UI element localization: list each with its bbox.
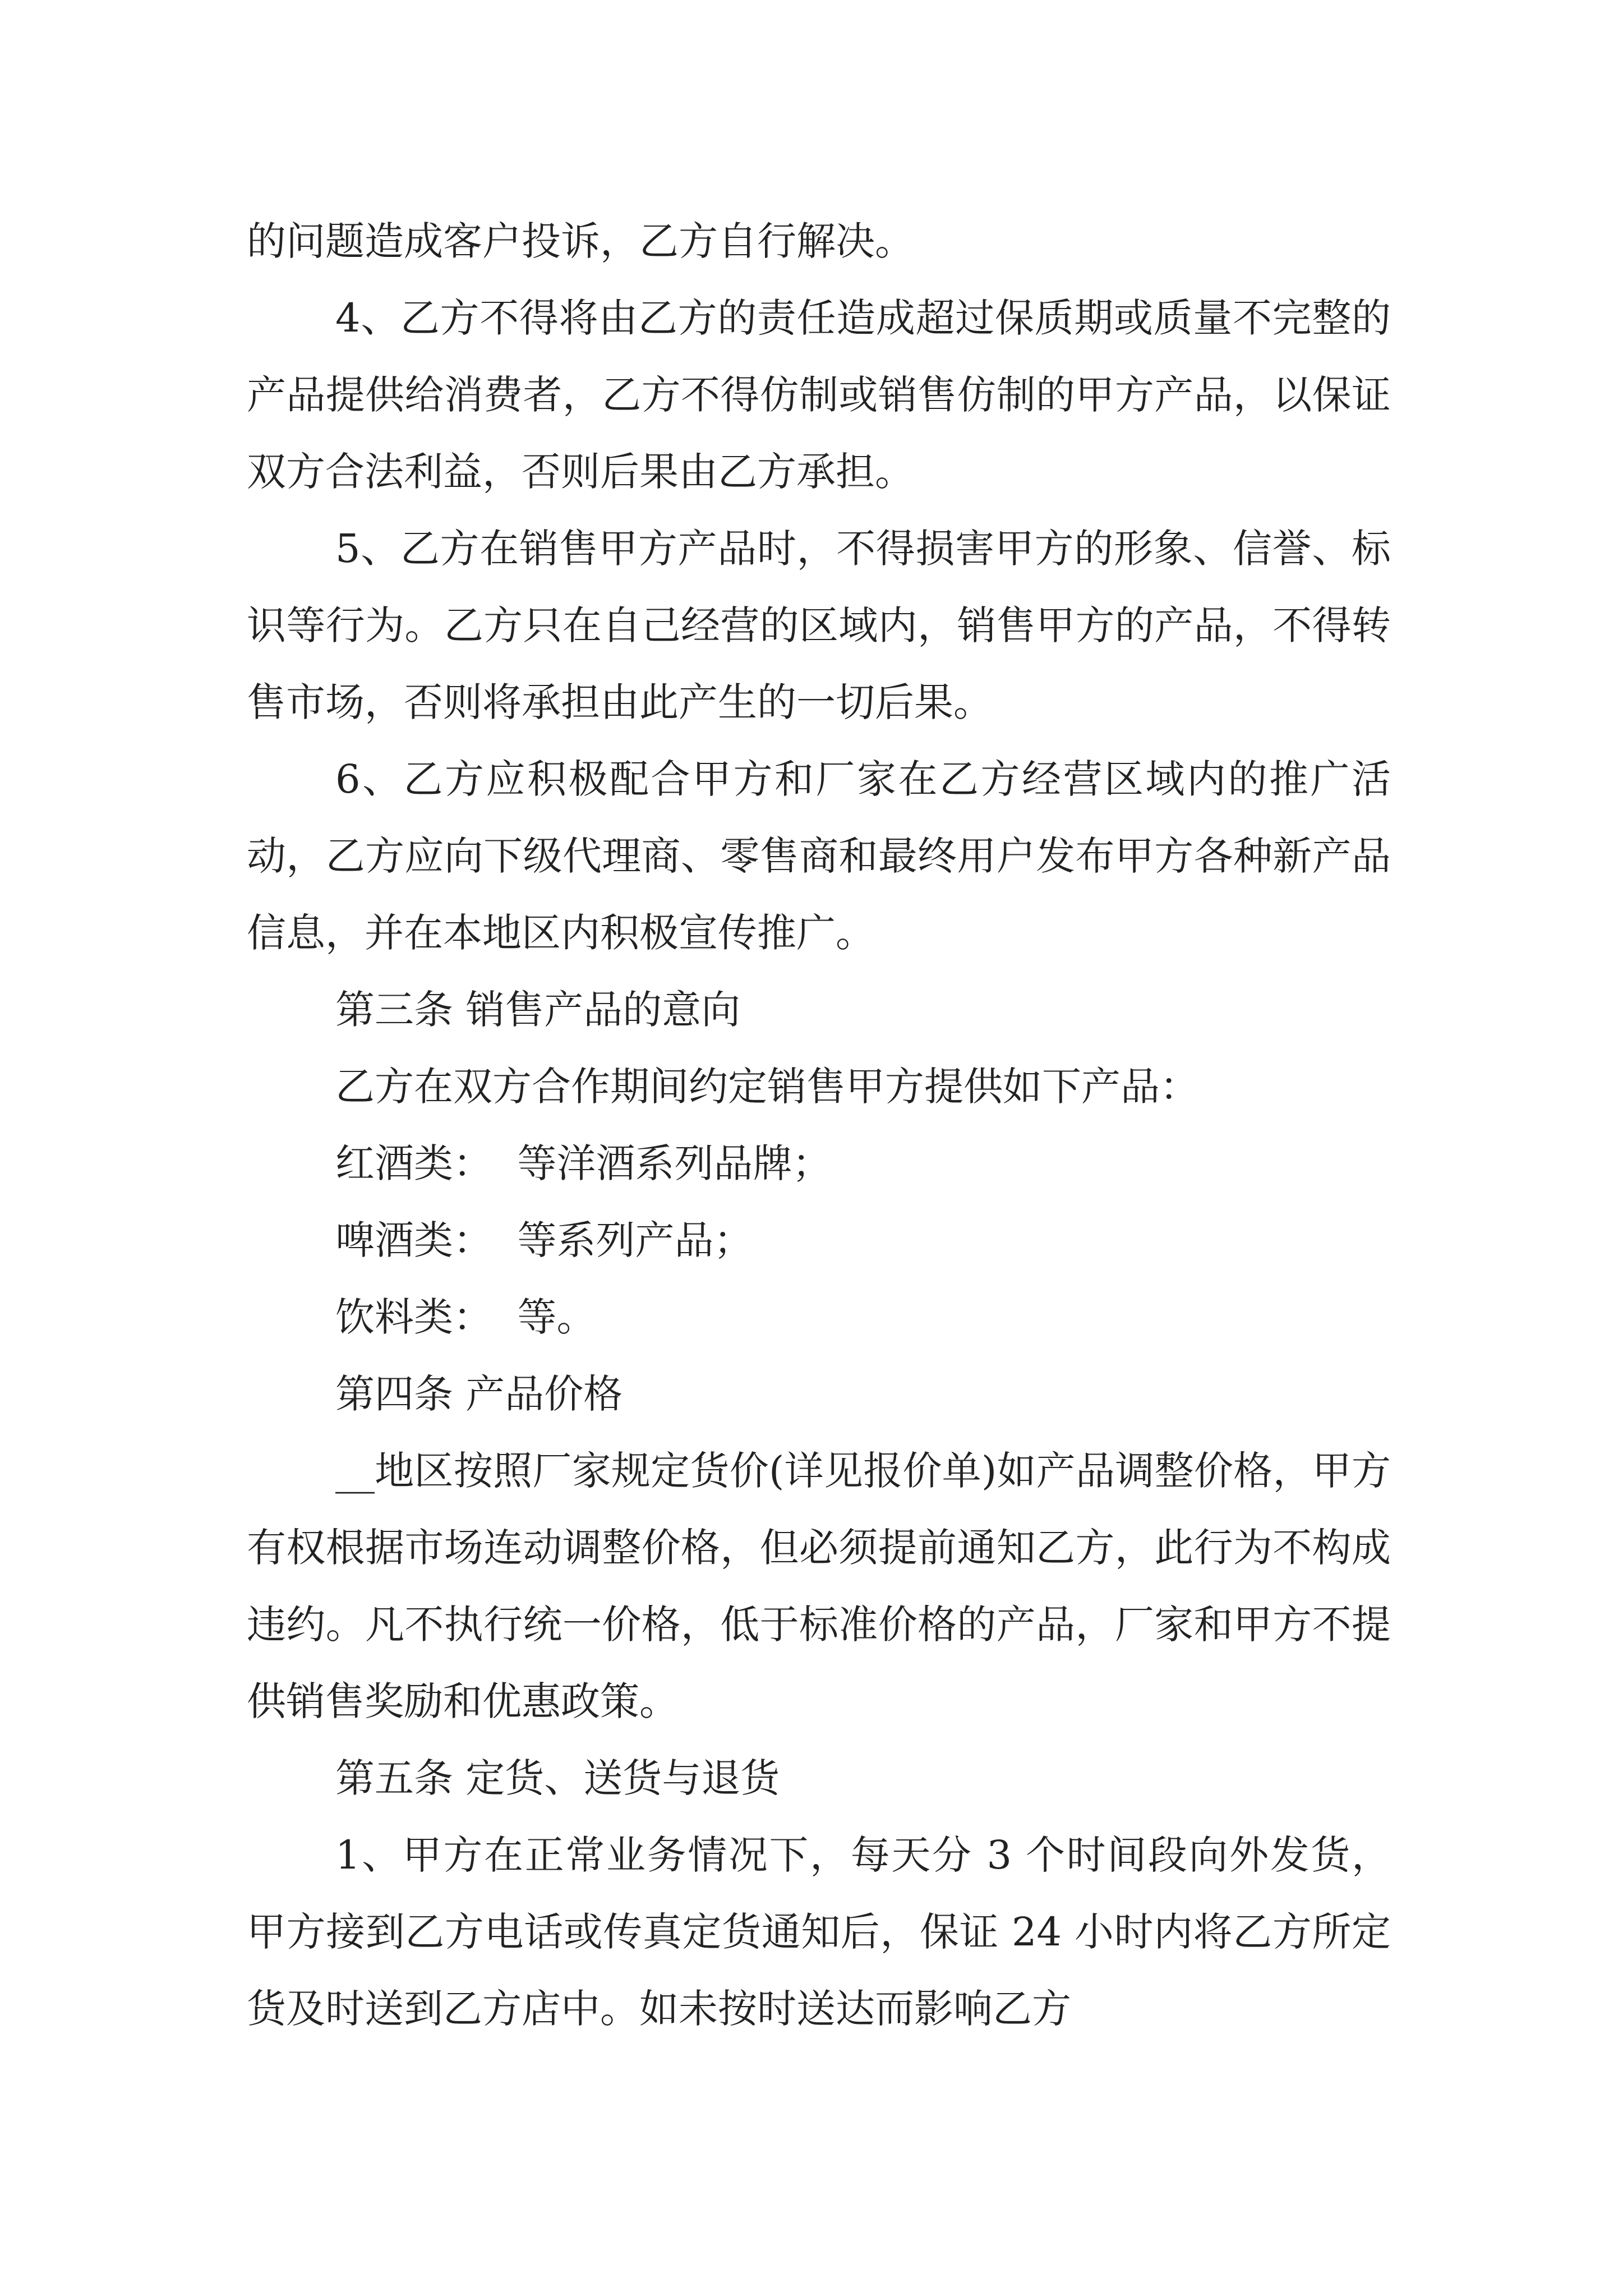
document-body bbox=[247, 203, 1391, 2047]
section-heading-article-5: 第五条 定货、送货与退货 bbox=[335, 1755, 780, 1801]
product-line-beer: 啤酒类： 等系列产品； bbox=[335, 1217, 753, 1263]
product-line-wine: 红酒类： 等洋酒系列品牌； bbox=[335, 1140, 832, 1186]
paragraph-clause-5: 5、乙方在销售甲方产品时，不得损害甲方的形象、信誉、标识等行为。乙方只在自己经营的区域内，销售甲方的产品，不得转售市场，否则将承担由此产生的一切后果。 bbox=[247, 526, 1391, 725]
section-heading-article-3: 第三条 销售产品的意向 bbox=[335, 987, 741, 1033]
paragraph-clause-4: 4、乙方不得将由乙方的责任造成超过保质期或质量不完整的产品提供给消费者，乙方不得仿制或销售仿制的甲方产品，以保证双方合法利益，否则后果由乙方承担。 bbox=[247, 295, 1391, 495]
paragraph-clause-6: 6、乙方应积极配合甲方和厂家在乙方经营区域内的推广活动，乙方应向下级代理商、零售商和最终用户发布甲方各种新产品信息，并在本地区内积极宣传推广。 bbox=[247, 756, 1391, 956]
paragraph-delivery-clause-1: 1、甲方在正常业务情况下，每天分 3 个时间段向外发货，甲方接到乙方电话或传真定货通知后，保证 24 小时内将乙方所定货及时送到乙方店中。如未按时送达而影响乙方 bbox=[247, 1832, 1391, 2032]
paragraph-1: 的问题造成客户投诉，乙方自行解决。 bbox=[247, 218, 914, 264]
section-heading-article-4: 第四条 产品价格 bbox=[335, 1371, 623, 1417]
paragraph-product-intent: 乙方在双方合作期间约定销售甲方提供如下产品： bbox=[335, 1064, 1199, 1110]
product-line-beverage: 饮料类： 等。 bbox=[335, 1294, 596, 1340]
paragraph-pricing: __地区按照厂家规定货价(详见报价单)如产品调整价格，甲方有权根据市场连动调整价格，但必须提前通知乙方，此行为不构成违约。凡不执行统一价格，低于标准价格的产品，厂家和甲方不提供销售奖励和优惠政策。 bbox=[247, 1448, 1391, 1724]
